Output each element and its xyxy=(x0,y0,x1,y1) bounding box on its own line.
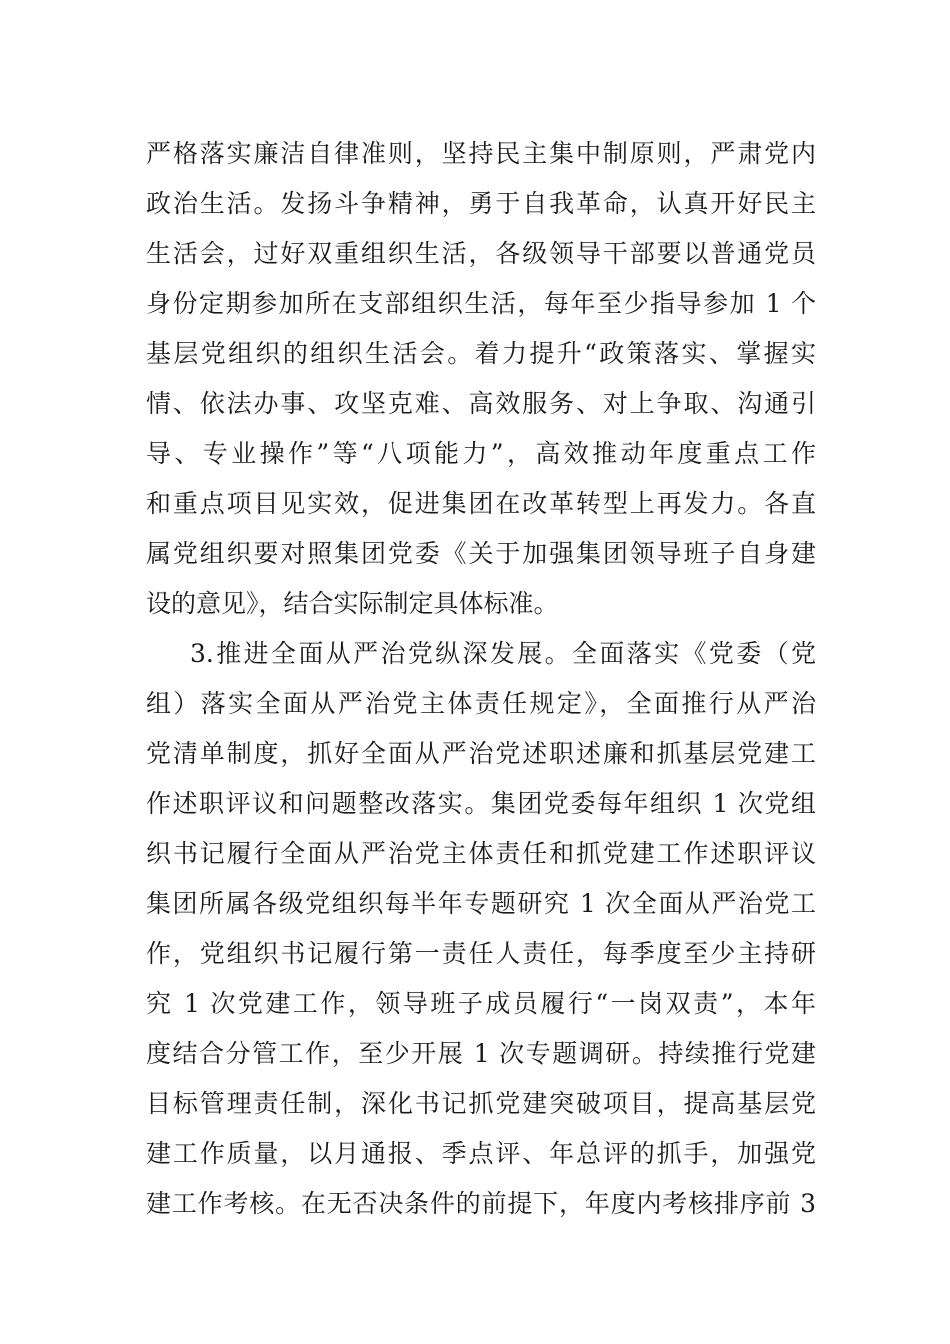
text-line-21: 建工作质量，以月通报、季点评、年总评的抓手，加强党 xyxy=(146,1139,816,1168)
text-line-8: 和重点项目见实效，促进集团在改革转型上再发力。各直 xyxy=(146,489,816,518)
text-line-3: 生活会，过好双重组织生活，各级领导干部要以普通党员 xyxy=(146,239,816,268)
text-line-20: 目标管理责任制，深化书记抓党建突破项目，提高基层党 xyxy=(146,1089,816,1118)
text-line-14: 作述职评议和问题整改落实。集团党委每年组织 1 次党组 xyxy=(146,789,816,818)
text-line-10: 设的意见》，结合实际制定具体标准。 xyxy=(146,589,559,618)
text-line-4: 身份定期参加所在支部组织生活，每年至少指导参加 1 个 xyxy=(146,289,816,318)
text-line-2: 政治生活。发扬斗争精神，勇于自我革命，认真开好民主 xyxy=(146,189,816,218)
text-line-16: 集团所属各级党组织每半年专题研究 1 次全面从严治党工 xyxy=(146,889,816,918)
text-line-1: 严格落实廉洁自律准则，坚持民主集中制原则，严肃党内 xyxy=(146,139,816,168)
text-line-22: 建工作考核。在无否决条件的前提下，年度内考核排序前 3 xyxy=(146,1189,816,1218)
text-line-9: 属党组织要对照集团党委《关于加强集团领导班子自身建 xyxy=(146,539,816,568)
text-line-19: 度结合分管工作，至少开展 1 次专题调研。持续推行党建 xyxy=(146,1039,816,1068)
text-line-17: 作，党组织书记履行第一责任人责任，每季度至少主持研 xyxy=(146,939,816,968)
section-heading-line: 3.推进全面从严治党纵深发展。全面落实《党委（党 xyxy=(190,639,816,668)
text-line-5: 基层党组织的组织生活会。着力提升“政策落实、掌握实 xyxy=(146,339,816,368)
text-line-15: 织书记履行全面从严治党主体责任和抓党建工作述职评议 xyxy=(146,839,816,868)
text-line-12: 组）落实全面从严治党主体责任规定》，全面推行从严治 xyxy=(146,689,816,718)
text-line-7: 导、专业操作”等“八项能力”，高效推动年度重点工作 xyxy=(146,439,816,468)
text-line-6: 情、依法办事、攻坚克难、高效服务、对上争取、沟通引 xyxy=(146,389,816,418)
text-line-13: 党清单制度，抓好全面从严治党述职述廉和抓基层党建工 xyxy=(146,739,816,768)
text-line-18: 究 1 次党建工作，领导班子成员履行“一岗双责”，本年 xyxy=(146,989,816,1018)
